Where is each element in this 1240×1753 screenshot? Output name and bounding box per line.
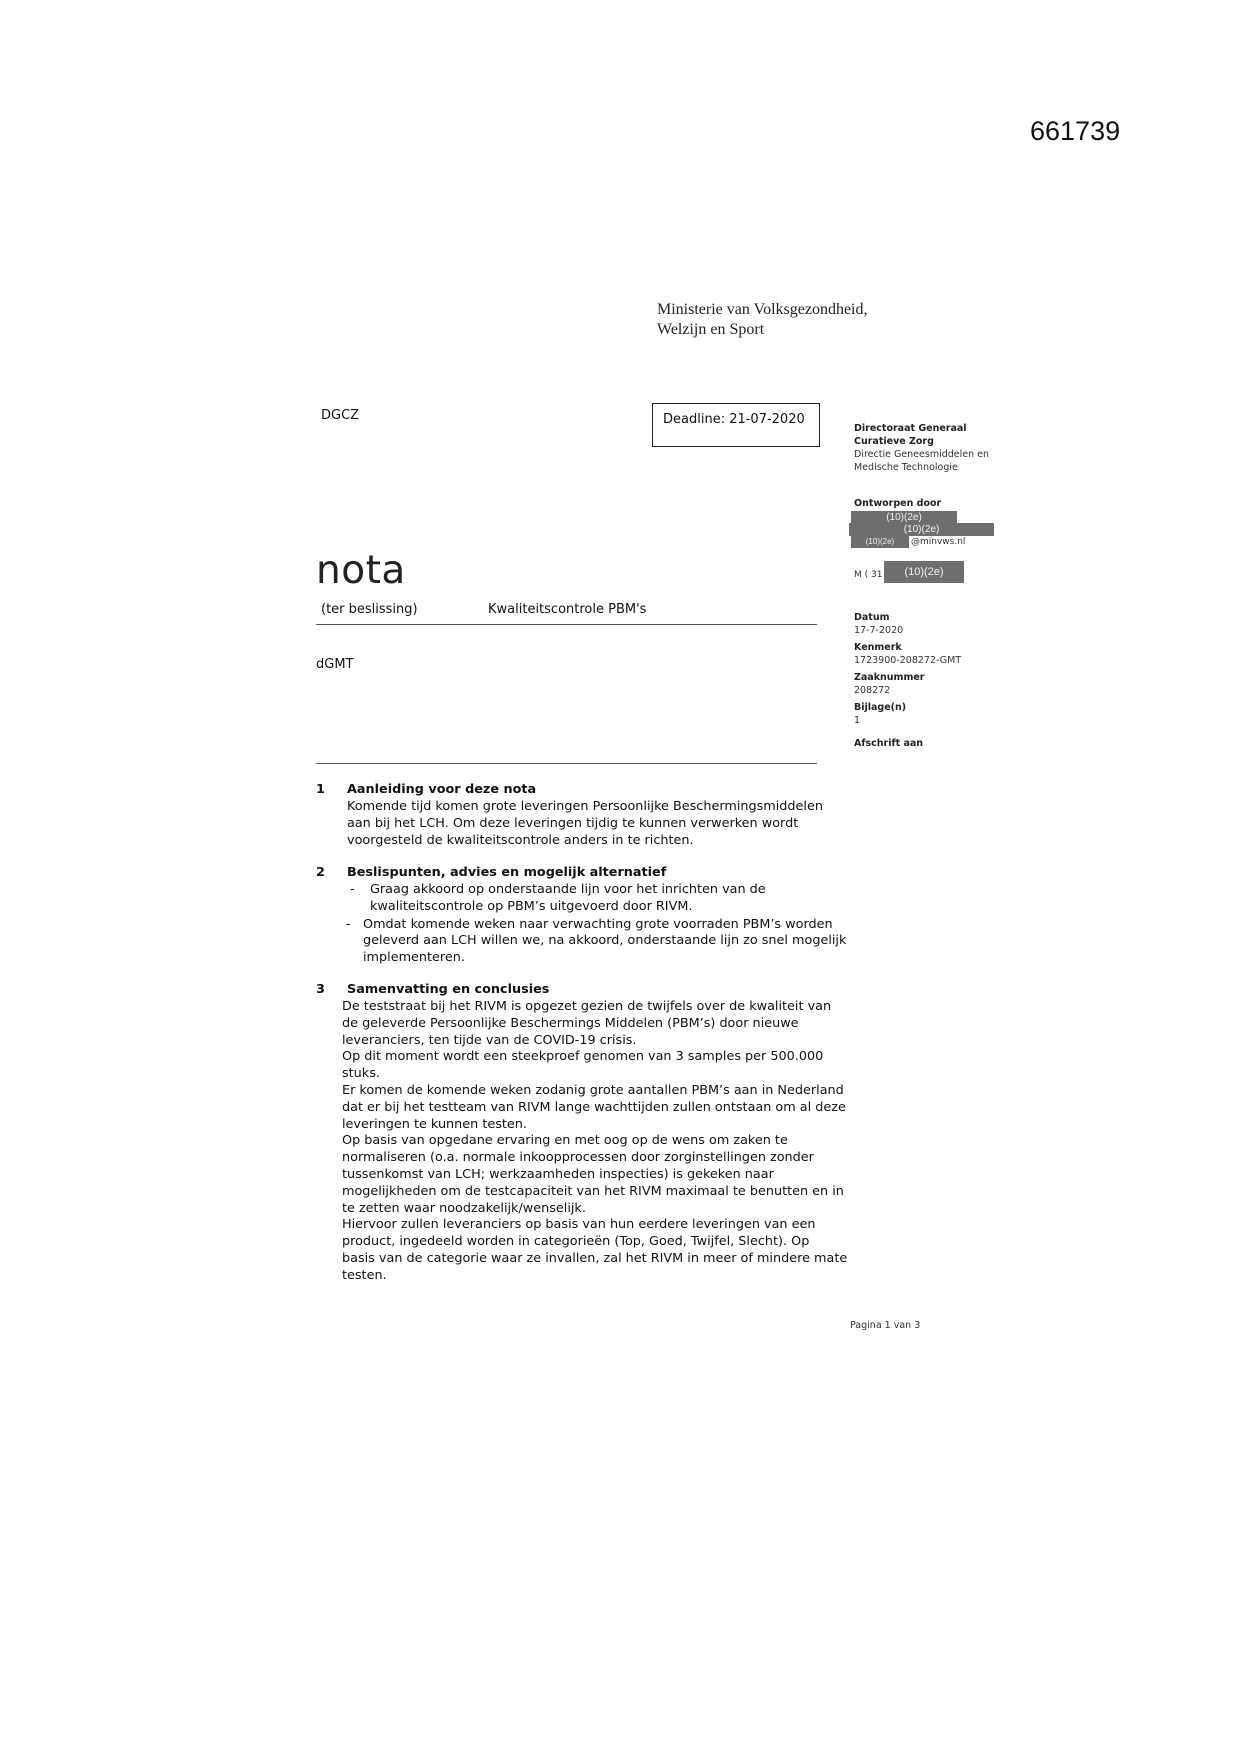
paragraph-line: Omdat komende weken naar verwachting grote voorraden PBM’s worden xyxy=(363,916,833,932)
bullet-item xyxy=(346,917,856,967)
org-line-3: Directie Geneesmiddelen en xyxy=(854,449,990,460)
section-number: 1 xyxy=(316,782,325,797)
paragraph-line: geleverd aan LCH willen we, na akkoord, onderstaande lijn zo snel mogelijk xyxy=(363,933,847,949)
divider xyxy=(316,624,817,625)
section-body xyxy=(342,999,852,1285)
paragraph-line: dat er bij het testteam van RIVM lange wachttijden zullen ontstaan om al deze xyxy=(342,1099,846,1115)
paragraph-line: stuks. xyxy=(342,1066,380,1082)
attachments-label: Bijlage(n) xyxy=(854,702,907,713)
section-heading: Beslispunten, advies en mogelijk alternatief xyxy=(347,865,667,880)
document-number: 661739 xyxy=(1030,116,1121,146)
paragraph-line: voorgesteld de kwaliteitscontrole anders in te richten. xyxy=(347,832,694,848)
document-title: nota xyxy=(316,548,406,593)
paragraph-line: De teststraat bij het RIVM is opgezet gezien de twijfels over de kwaliteit van xyxy=(342,999,832,1014)
case-value: 208272 xyxy=(854,685,891,696)
date-value: 17-7-2020 xyxy=(854,625,904,636)
sidebar-organisation xyxy=(854,422,1014,474)
divider xyxy=(316,763,817,764)
paragraph-line: Hiervoor zullen leveranciers op basis van hun eerdere leveringen van een xyxy=(342,1217,816,1233)
paragraph-line: basis van de categorie waar ze invallen, zal het RIVM in meer of mindere mate xyxy=(342,1250,848,1266)
purpose-label: (ter beslissing) xyxy=(321,602,418,617)
redaction-block: (10)(2e) xyxy=(851,536,909,548)
deadline-text: Deadline: 21-07-2020 xyxy=(663,412,805,427)
paragraph-line: normaliseren (o.a. normale inkoopprocessen door zorginstellingen zonder xyxy=(342,1150,814,1166)
phone-prefix: M ( 31 xyxy=(854,570,883,580)
deadline-box xyxy=(652,403,820,447)
subject-label: Kwaliteitscontrole PBM's xyxy=(488,602,647,617)
sidebar-designed-by xyxy=(854,497,1014,510)
section-body xyxy=(347,799,857,849)
section-heading: Aanleiding voor deze nota xyxy=(347,782,537,797)
bullet-dash: - xyxy=(346,916,351,932)
paragraph-line: mogelijkheden om de testcapaciteit van het RIVM maximaal te benutten en in xyxy=(342,1183,844,1199)
paragraph-line: product, ingedeeld worden in categorieën (Top, Goed, Twijfel, Slecht). Op xyxy=(342,1234,810,1250)
paragraph-line: implementeren. xyxy=(363,950,465,966)
paragraph-line: Graag akkoord op onderstaande lijn voor het inrichten van de xyxy=(370,882,766,897)
paragraph-line: Komende tijd komen grote leveringen Persoonlijke Beschermingsmiddelen xyxy=(347,799,823,814)
paragraph-line: de geleverde Persoonlijke Beschermings Middelen (PBM’s) door nieuwe xyxy=(342,1015,799,1031)
paragraph-line: Op basis van opgedane ervaring en met oog op de wens om zaken te xyxy=(342,1133,788,1149)
paragraph-line: Op dit moment wordt een steekproef genomen van 3 samples per 500.000 xyxy=(342,1049,824,1065)
paragraph-line: aan bij het LCH. Om deze leveringen tijdig te kunnen verwerken wordt xyxy=(347,815,799,831)
copy-to-label: Afschrift aan xyxy=(854,738,924,749)
bullet-dash: - xyxy=(350,882,355,897)
reference-label: Kenmerk xyxy=(854,642,902,653)
ministry-line-2: Welzijn en Sport xyxy=(657,321,765,338)
paragraph-line: Er komen de komende weken zodanig grote aantallen PBM’s aan in Nederland xyxy=(342,1082,844,1098)
paragraph-line: tussenkomst van LCH; werkzaamheden inspecties) is gekeken naar xyxy=(342,1166,774,1182)
section-body xyxy=(346,882,856,967)
redaction-block: (10)(2e) xyxy=(851,511,957,524)
section-2 xyxy=(316,865,856,970)
ministry-line-1: Ministerie van Volksgezondheid, xyxy=(657,301,868,318)
section-number: 3 xyxy=(316,982,325,997)
email-suffix: @minvws.nl xyxy=(911,537,966,547)
org-line-4: Medische Technologie xyxy=(854,462,958,473)
date-label: Datum xyxy=(854,612,890,623)
section-1 xyxy=(316,782,856,852)
org-line-1: Directoraat Generaal xyxy=(854,423,967,434)
section-number: 2 xyxy=(316,865,325,880)
sidebar-metadata xyxy=(854,611,1014,750)
case-label: Zaaknummer xyxy=(854,672,925,683)
page-number: Pagina 1 van 3 xyxy=(850,1320,921,1331)
addressee: dGMT xyxy=(316,657,354,672)
org-line-2: Curatieve Zorg xyxy=(854,436,934,447)
paragraph-line: testen. xyxy=(342,1267,387,1283)
paragraph-line: leveringen te kunnen testen. xyxy=(342,1116,527,1132)
paragraph-line: kwaliteitscontrole op PBM’s uitgevoerd door RIVM. xyxy=(370,898,693,914)
department-code: DGCZ xyxy=(321,408,360,423)
ministry-logo xyxy=(657,300,868,340)
paragraph-line: leveranciers, ten tijde van de COVID-19 crisis. xyxy=(342,1032,637,1048)
redaction-block: (10)(2e) xyxy=(849,523,994,536)
paragraph-line: te zetten waar noodzakelijk/wenselijk. xyxy=(342,1200,586,1216)
redaction-block: (10)(2e) xyxy=(884,561,964,583)
bullet-item xyxy=(350,882,856,916)
section-heading: Samenvatting en conclusies xyxy=(347,982,550,997)
section-3 xyxy=(316,982,856,1292)
attachments-value: 1 xyxy=(854,715,861,726)
designed-by-label: Ontworpen door xyxy=(854,498,942,509)
reference-value: 1723900-208272-GMT xyxy=(854,655,962,666)
